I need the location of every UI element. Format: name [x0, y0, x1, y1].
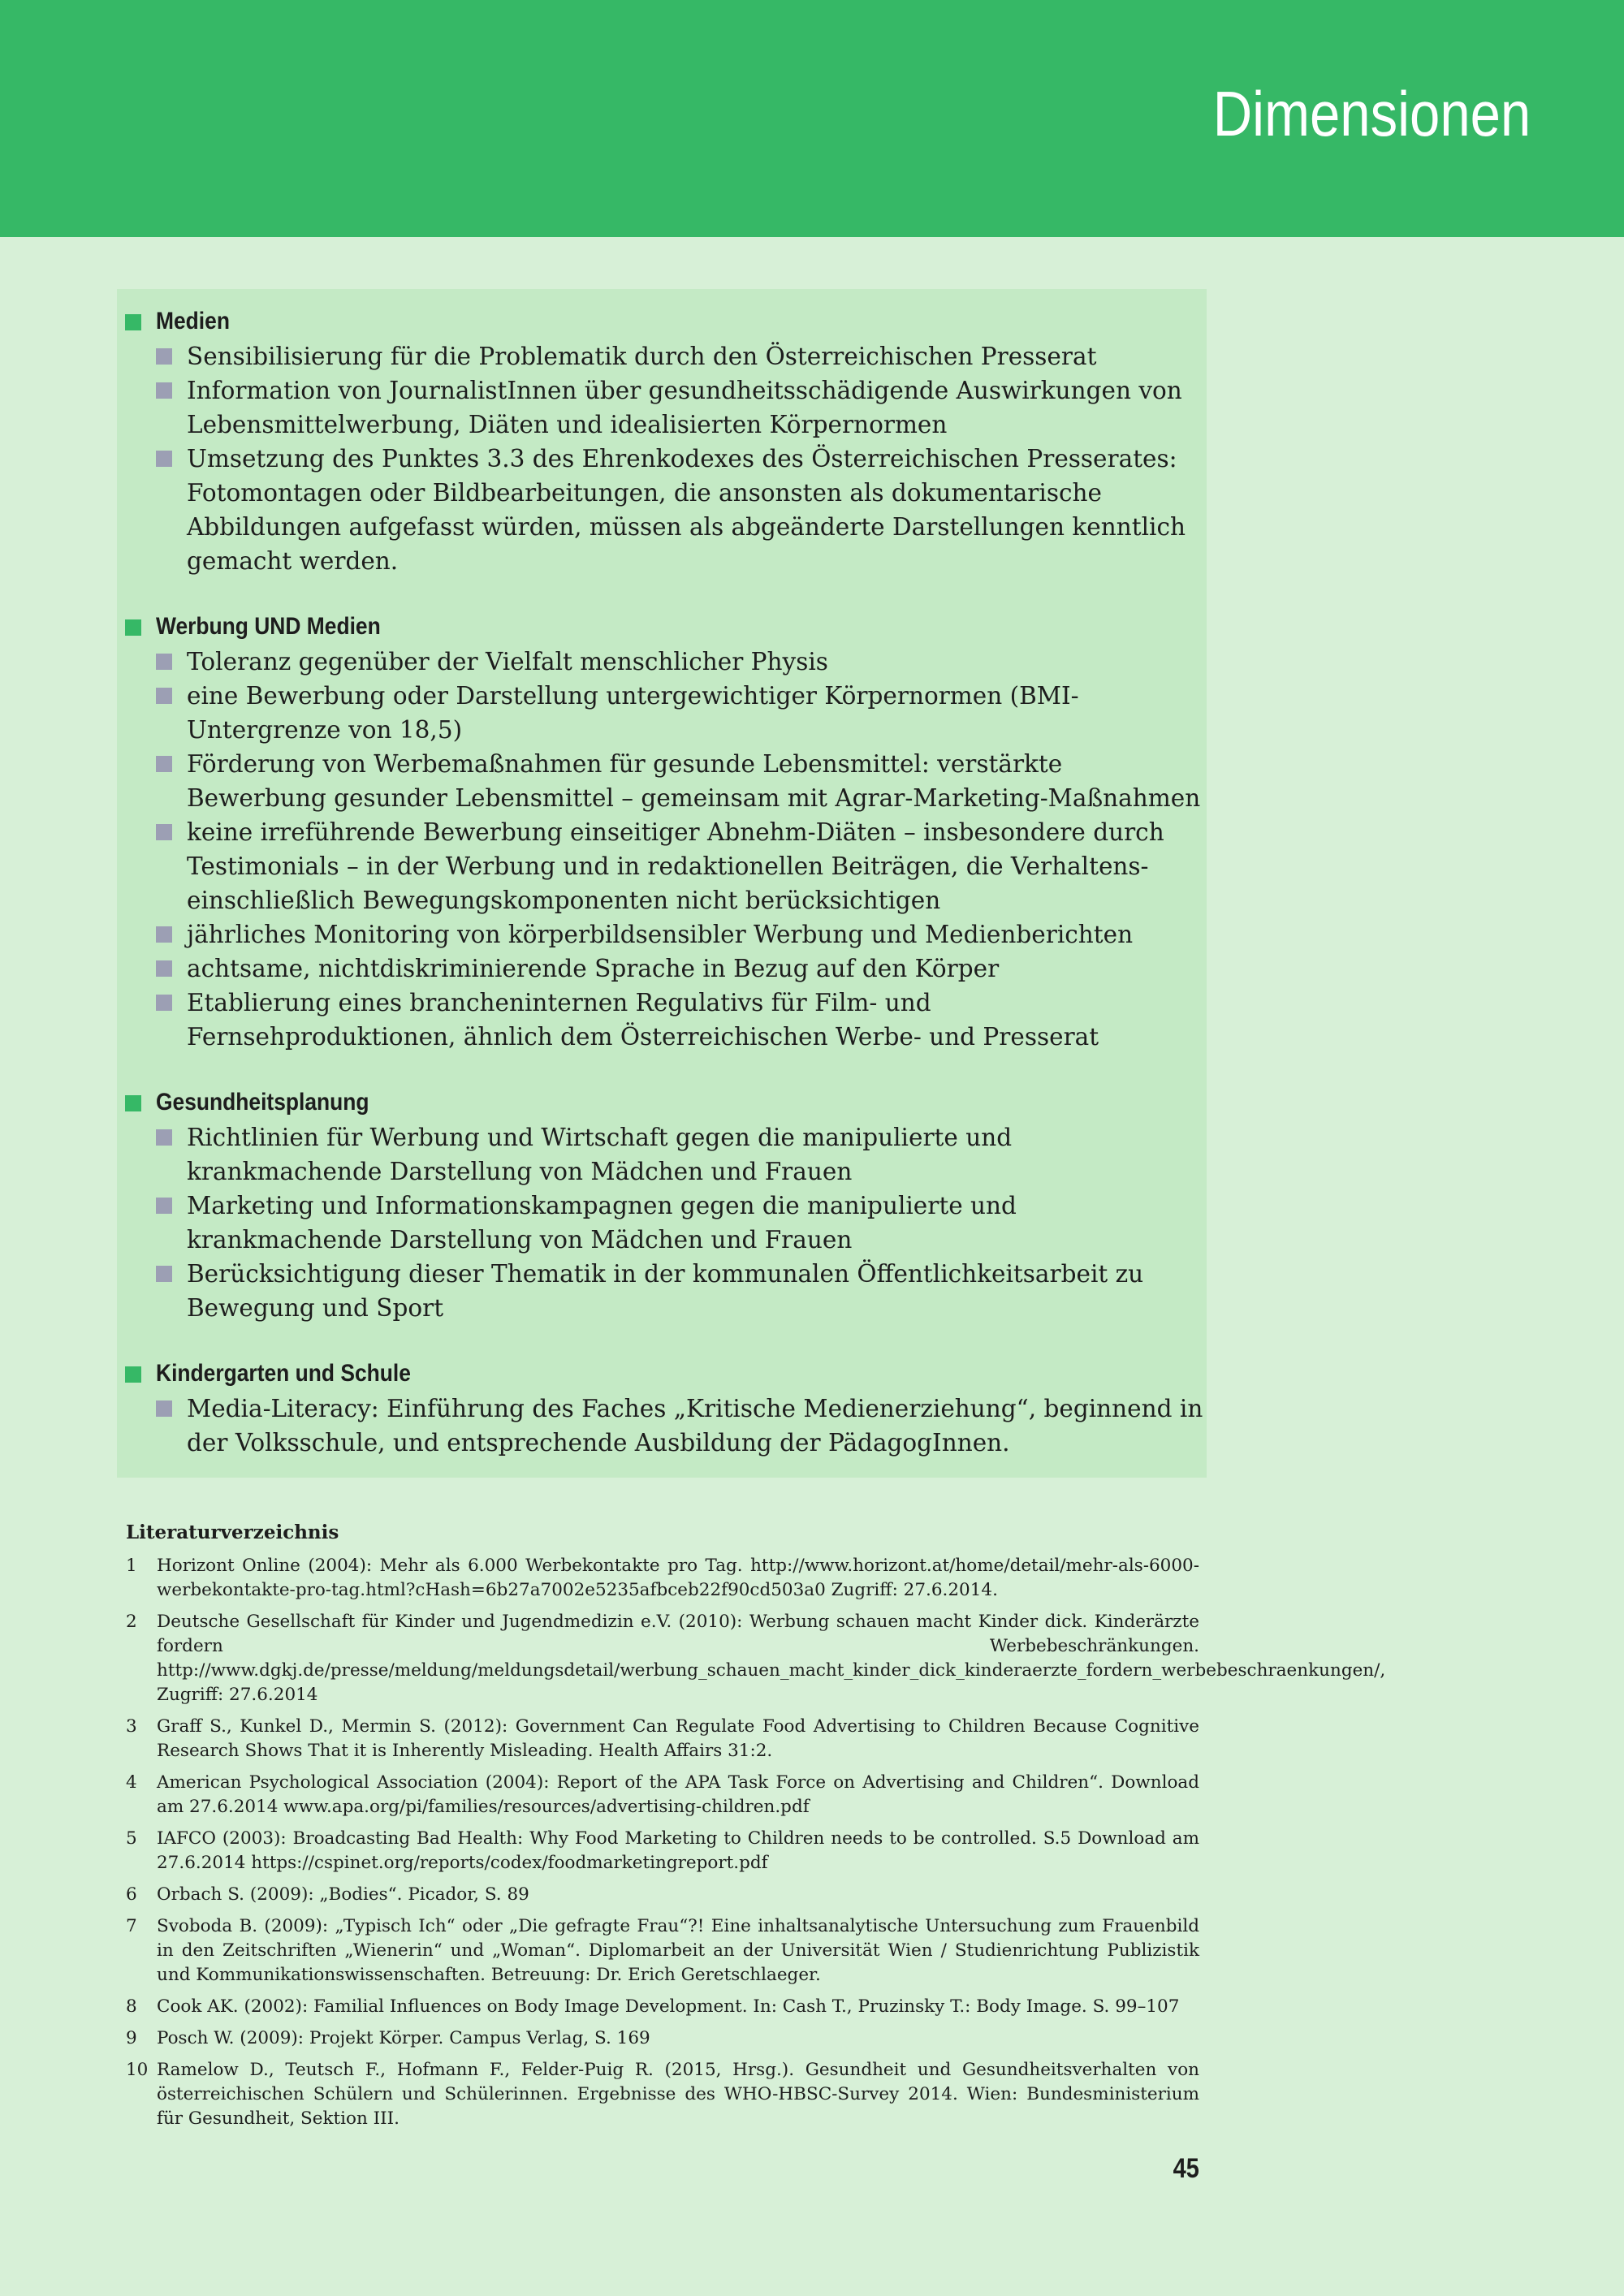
green-square-bullet-icon — [125, 619, 141, 636]
reference-item: 2 Deutsche Gesellschaft für Kinder und Jugendmedizin e.V. (2010): Werbung schauen macht Kinder dick. Kinderärzte fordern Werbebeschränkungen. http://www.dgkj.de/presse/meldung/meldungsdetail/werbung_schauen_macht_kinder_dick_kinderaerzte_fordern_werbebeschraenkungen/, Zugriff: 27.6.2014 — [126, 1612, 1386, 1705]
chapter-title: Dimensionen — [1212, 78, 1531, 149]
reference-item: 1 Horizont Online (2004): Mehr als 6.000 Werbekontakte pro Tag. http://www.horizont.at/home/detail/mehr-als-6000-werbekontakte-pro-tag.html?cHash=6b27a7002e5235afbceb22f90cd503a0 Zugriff: 27.6.2014. — [126, 1556, 1199, 1600]
list-item: Sensibilisierung für die Problematik durch den Österreichischen Presserat — [156, 339, 1203, 373]
section-title: Gesundheitsplanung — [125, 1085, 1207, 1120]
gray-square-bullet-icon — [156, 654, 172, 670]
recommendations-box — [117, 289, 1207, 1478]
gray-square-bullet-icon — [156, 348, 172, 365]
gray-square-bullet-icon — [156, 824, 172, 840]
item-list — [156, 339, 1207, 578]
gray-square-bullet-icon — [156, 382, 172, 399]
list-item: Etablierung eines brancheninternen Regulativs für Film- und Fernsehproduktionen, ähnlich dem Österreichischen Werbe- und Presserat — [156, 986, 1203, 1054]
list-item: jährliches Monitoring von körperbildsensibler Werbung und Medienberichten — [156, 917, 1203, 952]
gray-square-bullet-icon — [156, 1400, 172, 1417]
green-square-bullet-icon — [125, 1366, 141, 1383]
literature-heading: Literaturverzeichnis — [126, 1521, 339, 1543]
list-item: Förderung von Werbemaßnahmen für gesunde Lebensmittel: verstärkte Bewerbung gesunder Lebensmittel – gemeinsam mit Agrar-Marketing-Maßnahmen — [156, 747, 1203, 815]
section-title: Werbung UND Medien — [125, 609, 1207, 645]
gray-square-bullet-icon — [156, 926, 172, 943]
gray-square-bullet-icon — [156, 995, 172, 1011]
green-square-bullet-icon — [125, 314, 141, 330]
list-item: Media-Literacy: Einführung des Faches „Kritische Medienerziehung“, beginnend in der Volksschule, und entsprechende Ausbildung der PädagogInnen. — [156, 1392, 1203, 1460]
green-square-bullet-icon — [125, 1095, 141, 1111]
section-gesundheitsplanung — [125, 1085, 1207, 1325]
gray-square-bullet-icon — [156, 960, 172, 977]
reference-item: 10 Ramelow D., Teutsch F., Hofmann F., Felder-Puig R. (2015, Hrsg.). Gesundheit und Gesundheitsverhalten von österreichischen Schülern und Schülerinnen. Ergebnisse des WHO-HBSC-Survey 2014. Wien: Bundesministerium für Gesundheit, Sektion III. — [126, 2060, 1199, 2129]
section-kindergarten-und-schule — [125, 1356, 1207, 1460]
literature-list — [126, 1520, 1386, 2138]
list-item: Richtlinien für Werbung und Wirtschaft gegen die manipulierte und krankmachende Darstellung von Mädchen und Frauen — [156, 1120, 1203, 1189]
reference-item: 3 Graff S., Kunkel D., Mermin S. (2012): Government Can Regulate Food Advertising to Children Because Cognitive Research Shows That it is Inherently Misleading. Health Affairs 31:2. — [126, 1716, 1199, 1761]
list-item: keine irreführende Bewerbung einseitiger Abnehm-Diäten – insbesondere durch Testimonials – in der Werbung und in redaktionellen Beiträgen, die Verhaltens- einschließlich Bewegungskomponenten nicht berücksichtigen — [156, 815, 1203, 917]
gray-square-bullet-icon — [156, 1266, 172, 1282]
item-list — [156, 1392, 1207, 1460]
section-title: Kindergarten und Schule — [125, 1356, 1207, 1392]
reference-item: 8 Cook AK. (2002): Familial Influences on Body Image Development. In: Cash T., Pruzinsky T.: Body Image. S. 99–107 — [126, 1996, 1180, 2017]
reference-item: 6 Orbach S. (2009): „Bodies“. Picador, S. 89 — [126, 1884, 529, 1905]
gray-square-bullet-icon — [156, 1198, 172, 1214]
gray-square-bullet-icon — [156, 1129, 172, 1146]
item-list — [156, 645, 1207, 1054]
gray-square-bullet-icon — [156, 756, 172, 772]
gray-square-bullet-icon — [156, 688, 172, 704]
item-list — [156, 1120, 1207, 1325]
reference-item: 7 Svoboda B. (2009): „Typisch Ich“ oder „Die gefragte Frau“?! Eine inhaltsanalytische Untersuchung zum Frauenbild in den Zeitschriften „Wienerin“ und „Woman“. Diplomarbeit an der Universität Wien / Studienrichtung Publizistik und Kommunikationswissenschaften. Betreuung: Dr. Erich Geretschlaeger. — [126, 1916, 1199, 1985]
list-item: achtsame, nichtdiskriminierende Sprache in Bezug auf den Körper — [156, 952, 1203, 986]
list-item: Marketing und Informationskampagnen gegen die manipulierte und krankmachende Darstellung von Mädchen und Frauen — [156, 1189, 1203, 1257]
section-werbung-und-medien — [125, 609, 1207, 1054]
list-item: eine Bewerbung oder Darstellung untergewichtiger Körpernormen (BMI-Untergrenze von 18,5) — [156, 679, 1203, 747]
section-title: Medien — [125, 304, 1207, 339]
list-item: Toleranz gegenüber der Vielfalt menschlicher Physis — [156, 645, 1203, 679]
reference-item: 4 American Psychological Association (2004): Report of the APA Task Force on Advertising and Children“. Download am 27.6.2014 www.apa.org/pi/families/resources/advertising-children.pdf — [126, 1772, 1199, 1817]
page-number: 45 — [1173, 2153, 1199, 2184]
section-medien — [125, 304, 1207, 578]
reference-item: 9 Posch W. (2009): Projekt Körper. Campus Verlag, S. 169 — [126, 2028, 650, 2048]
list-item: Information von JournalistInnen über gesundheitsschädigende Auswirkungen von Lebensmittelwerbung, Diäten und idealisierten Körpernormen — [156, 373, 1203, 442]
gray-square-bullet-icon — [156, 451, 172, 467]
list-item: Umsetzung des Punktes 3.3 des Ehrenkodexes des Österreichischen Presserates: Fotomontagen oder Bildbearbeitungen, die ansonsten als dokumentarische Abbildungen aufgefasst würden, müssen als abgeänderte Darstellungen kenntlich gemacht werden. — [156, 442, 1203, 578]
reference-item: 5 IAFCO (2003): Broadcasting Bad Health: Why Food Marketing to Children needs to be controlled. S.5 Download am 27.6.2014 https://cspinet.org/reports/codex/foodmarketingreport.pdf — [126, 1828, 1199, 1873]
page-header — [0, 0, 1624, 237]
list-item: Berücksichtigung dieser Thematik in der kommunalen Öffentlichkeitsarbeit zu Bewegung und Sport — [156, 1257, 1203, 1325]
